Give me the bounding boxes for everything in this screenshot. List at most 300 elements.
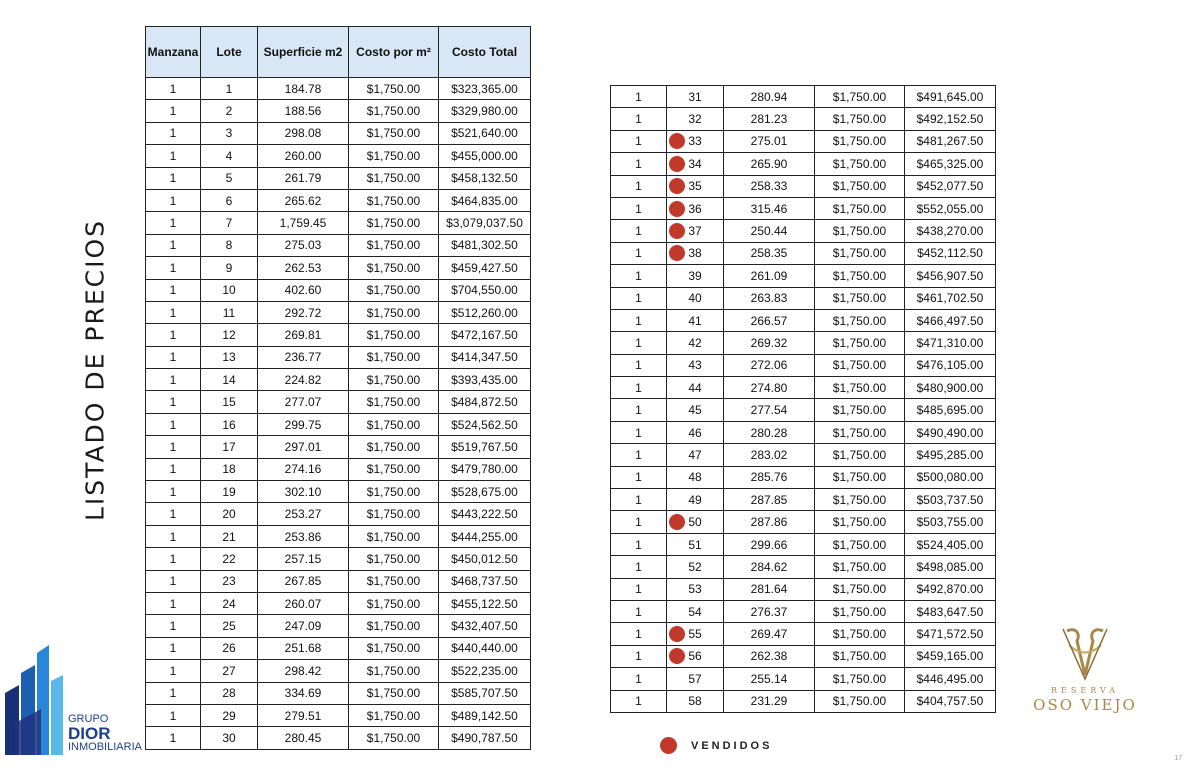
cell-costo-total: $585,707.50 [439, 682, 531, 704]
cell-costo-m2: $1,750.00 [349, 369, 439, 391]
cell-superficie: 272.06 [724, 354, 815, 376]
sold-dot-icon [669, 223, 685, 239]
table-row [611, 86, 996, 108]
cell-costo-m2: $1,750.00 [815, 175, 905, 197]
cell-costo-total: $458,132.50 [439, 167, 531, 189]
cell-lote [667, 265, 724, 287]
table-row [611, 287, 996, 309]
cell-costo-m2: $1,750.00 [815, 377, 905, 399]
cell-lote: 6 [201, 189, 258, 211]
cell-manzana: 1 [611, 511, 667, 533]
cell-lote [667, 130, 724, 152]
cell-costo-total: $503,755.00 [905, 511, 996, 533]
table-header-row [146, 27, 531, 78]
cell-costo-total: $465,325.00 [905, 153, 996, 175]
table-row [146, 525, 531, 547]
cell-lote: 5 [201, 167, 258, 189]
lote-number: 40 [688, 291, 702, 306]
cell-costo-total: $323,365.00 [439, 78, 531, 100]
cell-superficie: 274.80 [724, 377, 815, 399]
cell-costo-m2: $1,750.00 [349, 167, 439, 189]
cell-costo-total: $483,647.50 [905, 600, 996, 622]
cell-costo-total: $452,077.50 [905, 175, 996, 197]
cell-lote [667, 444, 724, 466]
cell-costo-m2: $1,750.00 [349, 548, 439, 570]
lote-number: 46 [688, 425, 702, 440]
table-row [611, 399, 996, 421]
cell-manzana: 1 [611, 533, 667, 555]
cell-costo-m2: $1,750.00 [349, 436, 439, 458]
cell-costo-total: $503,737.50 [905, 489, 996, 511]
cell-costo-m2: $1,750.00 [815, 533, 905, 555]
table-row [146, 189, 531, 211]
lote-number: 31 [688, 89, 702, 104]
lote-number: 57 [688, 671, 702, 686]
cell-superficie: 277.07 [258, 391, 349, 413]
cell-manzana: 1 [146, 122, 201, 144]
cell-superficie: 236.77 [258, 346, 349, 368]
sold-dot-icon [669, 201, 685, 217]
cell-lote [667, 108, 724, 130]
cell-costo-total: $444,255.00 [439, 525, 531, 547]
cell-costo-m2: $1,750.00 [349, 122, 439, 144]
cell-manzana: 1 [611, 421, 667, 443]
cell-lote [667, 287, 724, 309]
cell-lote [667, 197, 724, 219]
cell-manzana: 1 [146, 324, 201, 346]
cell-manzana: 1 [146, 548, 201, 570]
cell-costo-total: $455,122.50 [439, 592, 531, 614]
cell-superficie: 299.66 [724, 533, 815, 555]
cell-lote [667, 645, 724, 667]
cell-costo-m2: $1,750.00 [815, 645, 905, 667]
cell-costo-m2: $1,750.00 [815, 242, 905, 264]
cell-lote: 13 [201, 346, 258, 368]
cell-manzana: 1 [146, 145, 201, 167]
cell-manzana: 1 [146, 481, 201, 503]
cell-manzana: 1 [611, 623, 667, 645]
cell-costo-m2: $1,750.00 [815, 354, 905, 376]
cell-superficie: 281.23 [724, 108, 815, 130]
cell-costo-total: $552,055.00 [905, 197, 996, 219]
cell-costo-total: $476,105.00 [905, 354, 996, 376]
cell-superficie: 280.45 [258, 727, 349, 749]
cell-costo-total: $440,440.00 [439, 637, 531, 659]
table-row [611, 444, 996, 466]
cell-costo-m2: $1,750.00 [349, 704, 439, 726]
cell-lote [667, 690, 724, 712]
cell-superficie: 283.02 [724, 444, 815, 466]
table-row [611, 690, 996, 712]
cell-costo-total: $524,562.50 [439, 413, 531, 435]
cell-costo-total: $455,000.00 [439, 145, 531, 167]
table-row [611, 511, 996, 533]
cell-manzana: 1 [611, 108, 667, 130]
cell-lote [667, 623, 724, 645]
sold-dot-icon [669, 626, 685, 642]
cell-lote [667, 332, 724, 354]
cell-costo-total: $404,757.50 [905, 690, 996, 712]
cell-lote: 24 [201, 592, 258, 614]
table-row [611, 645, 996, 667]
lote-number: 43 [688, 358, 702, 373]
cell-superficie: 334.69 [258, 682, 349, 704]
table-row [146, 570, 531, 592]
table-row [611, 175, 996, 197]
table-row [611, 533, 996, 555]
table-row [146, 145, 531, 167]
table-row [611, 130, 996, 152]
cell-lote: 27 [201, 660, 258, 682]
cell-costo-m2: $1,750.00 [815, 489, 905, 511]
cell-costo-total: $393,435.00 [439, 369, 531, 391]
cell-manzana: 1 [146, 212, 201, 234]
lote-number: 48 [688, 470, 702, 485]
cell-superficie: 284.62 [724, 556, 815, 578]
cell-lote [667, 399, 724, 421]
cell-costo-total: $471,310.00 [905, 332, 996, 354]
cell-lote [667, 489, 724, 511]
lote-number: 53 [688, 582, 702, 597]
cell-costo-total: $490,490.00 [905, 421, 996, 443]
cell-lote: 21 [201, 525, 258, 547]
cell-superficie: 253.27 [258, 503, 349, 525]
cell-costo-total: $491,645.00 [905, 86, 996, 108]
lote-number: 56 [688, 649, 702, 664]
lote-number: 58 [688, 694, 702, 709]
cell-manzana: 1 [611, 399, 667, 421]
cell-costo-m2: $1,750.00 [349, 212, 439, 234]
cell-costo-total: $472,167.50 [439, 324, 531, 346]
lote-number: 39 [688, 268, 702, 283]
cell-manzana: 1 [611, 197, 667, 219]
cell-lote: 11 [201, 301, 258, 323]
lote-number: 41 [688, 313, 702, 328]
lote-number: 33 [688, 134, 702, 149]
col-header-manzana: Manzana [146, 27, 201, 78]
cell-superficie: 269.81 [258, 324, 349, 346]
cell-manzana: 1 [611, 265, 667, 287]
cell-superficie: 402.60 [258, 279, 349, 301]
cell-lote: 10 [201, 279, 258, 301]
table-row [146, 324, 531, 346]
cell-costo-m2: $1,750.00 [349, 727, 439, 749]
cell-costo-m2: $1,750.00 [349, 413, 439, 435]
cell-costo-m2: $1,750.00 [815, 623, 905, 645]
lote-number: 34 [688, 156, 702, 171]
table-row [611, 108, 996, 130]
cell-superficie: 265.62 [258, 189, 349, 211]
cell-lote [667, 556, 724, 578]
col-header-costo-m2: Costo por m² [349, 27, 439, 78]
cell-costo-total: $459,427.50 [439, 257, 531, 279]
col-header-costo-total: Costo Total [439, 27, 531, 78]
price-table-left [145, 26, 531, 750]
cell-superficie: 276.37 [724, 600, 815, 622]
cell-manzana: 1 [611, 578, 667, 600]
cell-lote: 8 [201, 234, 258, 256]
cell-superficie: 247.09 [258, 615, 349, 637]
sold-dot-icon [669, 133, 685, 149]
table-row [611, 421, 996, 443]
cell-costo-total: $500,080.00 [905, 466, 996, 488]
cell-superficie: 299.75 [258, 413, 349, 435]
cell-superficie: 262.38 [724, 645, 815, 667]
table-row [146, 122, 531, 144]
cell-manzana: 1 [611, 377, 667, 399]
cell-costo-m2: $1,750.00 [349, 391, 439, 413]
brand-line-1: GRUPO [68, 713, 109, 725]
cell-costo-m2: $1,750.00 [815, 511, 905, 533]
table-row [611, 668, 996, 690]
lote-number: 47 [688, 447, 702, 462]
cell-costo-m2: $1,750.00 [815, 600, 905, 622]
table-row [611, 153, 996, 175]
cell-manzana: 1 [146, 458, 201, 480]
cell-manzana: 1 [611, 466, 667, 488]
cell-superficie: 298.42 [258, 660, 349, 682]
lote-number: 37 [688, 224, 702, 239]
legend-label: VENDIDOS [691, 739, 773, 752]
table-row [146, 100, 531, 122]
lote-number: 32 [688, 112, 702, 127]
cell-costo-m2: $1,750.00 [815, 444, 905, 466]
cell-superficie: 184.78 [258, 78, 349, 100]
cell-lote [667, 511, 724, 533]
cell-manzana: 1 [611, 668, 667, 690]
cell-costo-total: $704,550.00 [439, 279, 531, 301]
cell-costo-m2: $1,750.00 [349, 682, 439, 704]
cell-superficie: 262.53 [258, 257, 349, 279]
cell-costo-total: $490,787.50 [439, 727, 531, 749]
cell-manzana: 1 [611, 600, 667, 622]
table-row [146, 704, 531, 726]
cell-superficie: 275.01 [724, 130, 815, 152]
cell-superficie: 231.29 [724, 690, 815, 712]
cell-superficie: 280.94 [724, 86, 815, 108]
lote-number: 50 [688, 515, 702, 530]
cell-lote [667, 578, 724, 600]
table-row [611, 220, 996, 242]
table-row [146, 660, 531, 682]
cell-costo-m2: $1,750.00 [349, 78, 439, 100]
lote-number: 52 [688, 559, 702, 574]
cell-lote [667, 466, 724, 488]
cell-costo-m2: $1,750.00 [815, 287, 905, 309]
page-title: LISTADO DE PRECIOS [80, 218, 110, 522]
cell-superficie: 263.83 [724, 287, 815, 309]
lote-number: 49 [688, 492, 702, 507]
cell-lote [667, 421, 724, 443]
sold-dot-icon [669, 245, 685, 261]
brand-line-3: INMOBILIARIA [68, 741, 142, 753]
cell-costo-total: $524,405.00 [905, 533, 996, 555]
oso-viejo-emblem-icon [1025, 625, 1145, 685]
cell-costo-m2: $1,750.00 [349, 234, 439, 256]
cell-superficie: 188.56 [258, 100, 349, 122]
table-row [611, 556, 996, 578]
table-row [146, 234, 531, 256]
cell-manzana: 1 [146, 615, 201, 637]
cell-superficie: 266.57 [724, 309, 815, 331]
cell-superficie: 267.85 [258, 570, 349, 592]
cell-costo-total: $329,980.00 [439, 100, 531, 122]
cell-lote [667, 668, 724, 690]
table-row [611, 332, 996, 354]
cell-superficie: 298.08 [258, 122, 349, 144]
cell-costo-total: $521,640.00 [439, 122, 531, 144]
table-row [146, 458, 531, 480]
sold-dot-icon [660, 737, 677, 754]
cell-superficie: 274.16 [258, 458, 349, 480]
oso-viejo-label: OSO VIEJO [1033, 696, 1137, 714]
cell-manzana: 1 [611, 645, 667, 667]
cell-lote: 3 [201, 122, 258, 144]
cell-costo-total: $512,260.00 [439, 301, 531, 323]
lote-number: 55 [688, 627, 702, 642]
cell-superficie: 265.90 [724, 153, 815, 175]
cell-manzana: 1 [146, 78, 201, 100]
cell-lote: 16 [201, 413, 258, 435]
cell-costo-total: $485,695.00 [905, 399, 996, 421]
cell-lote [667, 86, 724, 108]
cell-lote [667, 600, 724, 622]
table-row [146, 413, 531, 435]
lote-number: 44 [688, 380, 702, 395]
cell-costo-total: $452,112.50 [905, 242, 996, 264]
cell-costo-total: $450,012.50 [439, 548, 531, 570]
cell-lote [667, 533, 724, 555]
table-row [611, 265, 996, 287]
cell-costo-m2: $1,750.00 [349, 637, 439, 659]
cell-lote [667, 354, 724, 376]
cell-costo-total: $446,495.00 [905, 668, 996, 690]
table-row [146, 257, 531, 279]
cell-lote: 20 [201, 503, 258, 525]
cell-superficie: 292.72 [258, 301, 349, 323]
cell-manzana: 1 [611, 444, 667, 466]
table-row [611, 197, 996, 219]
cell-lote: 2 [201, 100, 258, 122]
cell-superficie: 279.51 [258, 704, 349, 726]
cell-superficie: 269.32 [724, 332, 815, 354]
cell-manzana: 1 [146, 301, 201, 323]
cell-superficie: 251.68 [258, 637, 349, 659]
cell-costo-total: $471,572.50 [905, 623, 996, 645]
cell-manzana: 1 [146, 682, 201, 704]
grupo-dior-logo [5, 645, 145, 755]
cell-manzana: 1 [611, 287, 667, 309]
building-logo-icon [5, 645, 67, 755]
cell-costo-m2: $1,750.00 [349, 481, 439, 503]
table-row [611, 466, 996, 488]
cell-costo-m2: $1,750.00 [349, 592, 439, 614]
lote-number: 51 [688, 537, 702, 552]
cell-costo-m2: $1,750.00 [815, 466, 905, 488]
cell-costo-m2: $1,750.00 [349, 615, 439, 637]
cell-superficie: 287.85 [724, 489, 815, 511]
cell-costo-m2: $1,750.00 [815, 197, 905, 219]
table-row [146, 548, 531, 570]
cell-lote: 9 [201, 257, 258, 279]
cell-manzana: 1 [611, 354, 667, 376]
cell-manzana: 1 [146, 727, 201, 749]
cell-superficie: 253.86 [258, 525, 349, 547]
cell-manzana: 1 [611, 242, 667, 264]
sold-dot-icon [669, 514, 685, 530]
cell-lote: 28 [201, 682, 258, 704]
cell-costo-total: $414,347.50 [439, 346, 531, 368]
cell-manzana: 1 [146, 704, 201, 726]
cell-superficie: 280.28 [724, 421, 815, 443]
cell-costo-total: $495,285.00 [905, 444, 996, 466]
sold-dot-icon [669, 156, 685, 172]
cell-costo-total: $432,407.50 [439, 615, 531, 637]
cell-lote: 23 [201, 570, 258, 592]
cell-costo-m2: $1,750.00 [815, 578, 905, 600]
table-row [611, 578, 996, 600]
cell-lote: 7 [201, 212, 258, 234]
cell-lote [667, 309, 724, 331]
cell-costo-total: $443,222.50 [439, 503, 531, 525]
cell-lote: 18 [201, 458, 258, 480]
cell-manzana: 1 [611, 332, 667, 354]
cell-costo-total: $464,835.00 [439, 189, 531, 211]
cell-manzana: 1 [146, 234, 201, 256]
cell-costo-m2: $1,750.00 [349, 458, 439, 480]
cell-costo-total: $481,267.50 [905, 130, 996, 152]
table-row [611, 354, 996, 376]
table-row [146, 78, 531, 100]
cell-costo-m2: $1,750.00 [349, 145, 439, 167]
cell-manzana: 1 [146, 257, 201, 279]
cell-costo-m2: $1,750.00 [349, 279, 439, 301]
cell-manzana: 1 [146, 660, 201, 682]
cell-manzana: 1 [146, 391, 201, 413]
cell-manzana: 1 [611, 153, 667, 175]
table-row [146, 279, 531, 301]
cell-costo-m2: $1,750.00 [815, 690, 905, 712]
cell-costo-m2: $1,750.00 [815, 668, 905, 690]
cell-lote: 1 [201, 78, 258, 100]
cell-superficie: 258.35 [724, 242, 815, 264]
cell-costo-total: $456,907.50 [905, 265, 996, 287]
cell-superficie: 275.03 [258, 234, 349, 256]
cell-manzana: 1 [146, 189, 201, 211]
table-row [146, 369, 531, 391]
cell-costo-total: $489,142.50 [439, 704, 531, 726]
table-row [611, 242, 996, 264]
cell-costo-m2: $1,750.00 [815, 332, 905, 354]
cell-costo-total: $468,737.50 [439, 570, 531, 592]
cell-costo-m2: $1,750.00 [815, 309, 905, 331]
cell-superficie: 255.14 [724, 668, 815, 690]
cell-costo-total: $498,085.00 [905, 556, 996, 578]
cell-superficie: 297.01 [258, 436, 349, 458]
table-row [146, 301, 531, 323]
cell-lote: 14 [201, 369, 258, 391]
cell-lote: 19 [201, 481, 258, 503]
cell-costo-m2: $1,750.00 [349, 525, 439, 547]
cell-costo-m2: $1,750.00 [815, 108, 905, 130]
table-row [611, 623, 996, 645]
cell-costo-m2: $1,750.00 [349, 324, 439, 346]
cell-lote: 22 [201, 548, 258, 570]
cell-superficie: 260.00 [258, 145, 349, 167]
cell-superficie: 281.64 [724, 578, 815, 600]
cell-costo-m2: $1,750.00 [815, 556, 905, 578]
oso-viejo-logo [1025, 625, 1145, 720]
